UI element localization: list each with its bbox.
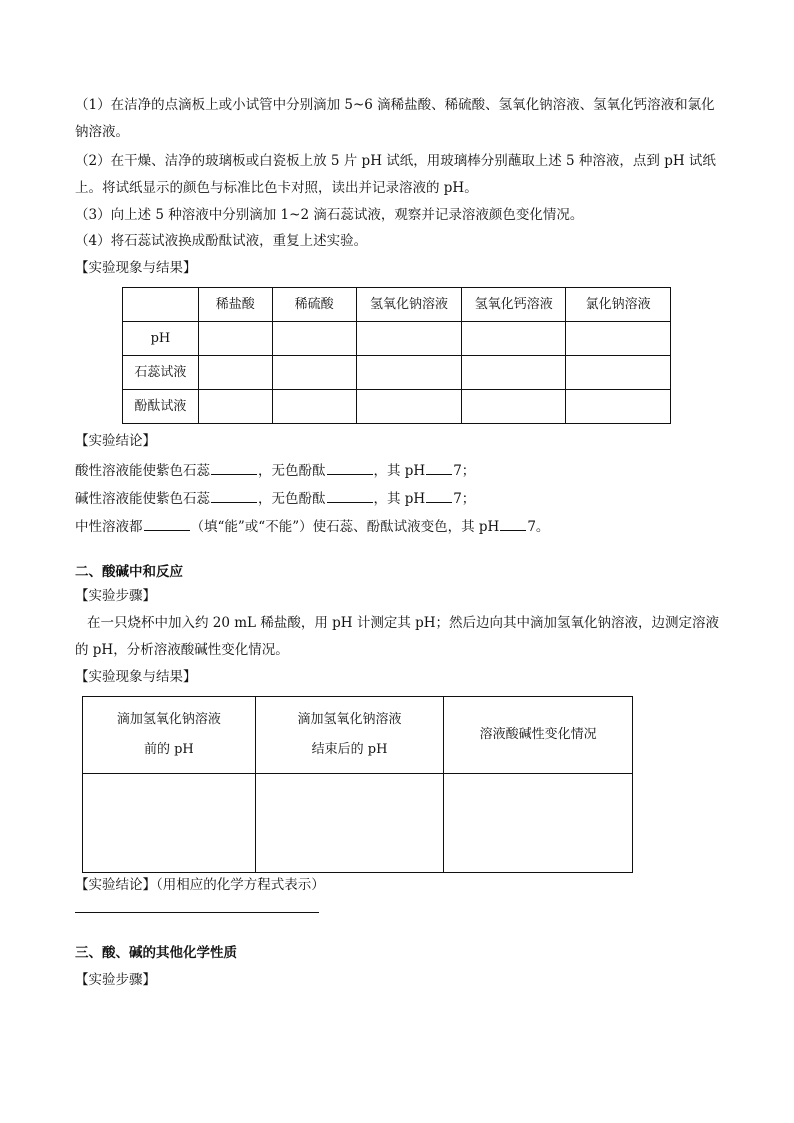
answer-cell[interactable] [566,322,671,356]
step-1-line-1: （1）在洁净的点滴板上或小试管中分别滴加 5~6 滴稀盐酸、稀硫酸、氢氧化钠溶液、氢氧化钙溶液和氯化 [75,97,715,113]
answer-cell[interactable] [272,356,356,390]
table-header-cell [123,288,199,322]
fill-blank[interactable] [327,488,373,503]
step-3: （3）向上述 5 种溶液中分别滴加 1~2 滴石蕊试液，观察并记录溶液颜色变化情况。 [75,207,584,223]
answer-cell[interactable] [462,356,566,390]
answer-cell[interactable] [444,774,633,873]
answer-cell[interactable] [462,322,566,356]
answer-cell[interactable] [566,390,671,424]
fill-blank[interactable] [500,516,526,531]
fill-blank[interactable] [426,488,452,503]
table-row [123,390,671,424]
conclusion-heading-2: 【实验结论】（用相应的化学方程式表示） [75,877,325,893]
answer-cell[interactable] [83,774,256,873]
indicator-results-table [122,287,671,424]
fill-blank[interactable] [211,460,257,475]
answer-cell[interactable] [255,774,444,873]
step-2-line-2: 上。将试纸显示的颜色与标准比色卡对照，读出并记录溶液的 pH。 [75,180,478,196]
answer-cell[interactable] [272,390,356,424]
step-4: （4）将石蕊试液换成酚酞试液，重复上述实验。 [75,233,368,249]
answer-cell[interactable] [356,390,462,424]
table-header-cell: 滴加氢氧化钠溶液 前的 pH [83,697,256,774]
base-conclusion: 碱性溶液能使紫色石蕊 ，无色酚酞 ，其 pH 7； [75,488,475,509]
section-2-steps-line-2: 的 pH，分析溶液酸碱性变化情况。 [75,642,289,658]
table-header-cell: 滴加氢氧化钠溶液 结束后的 pH [255,697,444,774]
section-2-title: 二、酸碱中和反应 [75,564,183,580]
table-row [83,774,633,873]
neutralization-results-table [82,696,633,873]
steps-heading-3: 【实验步骤】 [75,972,156,988]
answer-cell[interactable] [198,356,272,390]
table-row [123,356,671,390]
row-label: pH [123,322,199,356]
row-label: 酚酞试液 [123,390,199,424]
neutral-conclusion: 中性溶液都 （填“能”或“不能”）使石蕊、酚酞试液变色，其 pH 7。 [75,516,549,537]
table-header-cell: 氢氧化钠溶液 [356,288,462,322]
table-header-cell: 稀硫酸 [272,288,356,322]
acid-conclusion: 酸性溶液能使紫色石蕊 ，无色酚酞 ，其 pH 7； [75,460,475,481]
table-header-cell: 氯化钠溶液 [566,288,671,322]
answer-cell[interactable] [198,322,272,356]
fill-blank[interactable] [327,460,373,475]
step-1-line-2: 钠溶液。 [75,124,129,140]
section-3-title: 三、酸、碱的其他化学性质 [75,945,237,961]
fill-blank[interactable] [144,516,190,531]
results-heading-2: 【实验现象与结果】 [75,669,197,685]
step-2-line-1: （2）在干燥、洁净的玻璃板或白瓷板上放 5 片 pH 试纸，用玻璃棒分别蘸取上述 5 种溶液，点到 pH 试纸 [75,153,716,169]
table-header-cell: 氢氧化钙溶液 [462,288,566,322]
fill-blank[interactable] [211,488,257,503]
table-row [123,322,671,356]
section-2-steps-line-1: 在一只烧杯中加入约 20 mL 稀盐酸，用 pH 计测定其 pH；然后边向其中滴加氢氧化钠溶液，边测定溶液 [87,615,720,631]
table-header-row [83,697,633,774]
answer-cell[interactable] [462,390,566,424]
fill-blank[interactable] [426,460,452,475]
answer-cell[interactable] [272,322,356,356]
answer-line[interactable] [75,912,319,913]
table-header-row [123,288,671,322]
answer-cell[interactable] [198,390,272,424]
steps-heading-2: 【实验步骤】 [75,588,156,604]
table-header-cell: 稀盐酸 [198,288,272,322]
row-label: 石蕊试液 [123,356,199,390]
table-header-cell: 溶液酸碱性变化情况 [444,697,633,774]
results-heading-1: 【实验现象与结果】 [75,260,197,276]
answer-cell[interactable] [566,356,671,390]
answer-cell[interactable] [356,356,462,390]
conclusion-heading-1: 【实验结论】 [75,433,156,449]
answer-cell[interactable] [356,322,462,356]
